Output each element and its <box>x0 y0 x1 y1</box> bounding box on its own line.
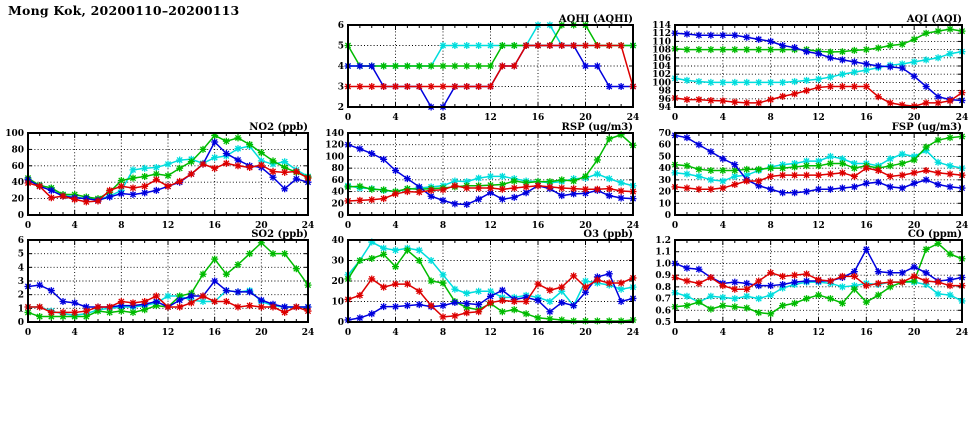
svg-text:24: 24 <box>626 221 640 231</box>
svg-text:20: 20 <box>331 277 344 287</box>
svg-text:1: 1 <box>17 304 24 315</box>
svg-text:30: 30 <box>331 256 344 267</box>
svg-text:70: 70 <box>658 129 671 139</box>
svg-text:24: 24 <box>301 328 315 338</box>
svg-text:112: 112 <box>652 29 671 40</box>
svg-text:20: 20 <box>907 328 921 338</box>
chart-title-o3: O3 (ppb) <box>583 229 633 240</box>
svg-text:4: 4 <box>392 113 399 123</box>
svg-text:0: 0 <box>17 318 24 328</box>
svg-text:8: 8 <box>439 328 447 338</box>
svg-text:6: 6 <box>17 236 24 246</box>
svg-text:30: 30 <box>658 175 671 186</box>
x-axis-labels <box>345 328 639 338</box>
axis-ticks <box>348 240 633 322</box>
svg-text:8: 8 <box>767 113 774 123</box>
y-axis-labels <box>18 236 24 328</box>
svg-text:1.2: 1.2 <box>655 236 671 246</box>
svg-text:16: 16 <box>208 221 221 231</box>
svg-text:3: 3 <box>17 277 24 287</box>
svg-text:16: 16 <box>531 328 545 338</box>
svg-text:120: 120 <box>325 140 344 151</box>
svg-text:102: 102 <box>652 70 671 81</box>
svg-text:108: 108 <box>652 45 671 56</box>
chart-title-fsp: FSP (ug/m3) <box>891 122 962 133</box>
svg-text:140: 140 <box>325 129 344 139</box>
svg-text:24: 24 <box>301 221 315 231</box>
svg-text:1.0: 1.0 <box>655 259 671 270</box>
svg-text:0: 0 <box>344 328 352 338</box>
svg-text:94: 94 <box>658 103 671 113</box>
svg-text:96: 96 <box>658 94 671 105</box>
svg-text:0: 0 <box>24 328 32 338</box>
svg-text:12: 12 <box>484 221 497 231</box>
svg-text:3: 3 <box>337 82 344 93</box>
svg-text:4: 4 <box>392 328 399 338</box>
svg-text:100: 100 <box>652 78 671 89</box>
svg-text:0.8: 0.8 <box>655 282 671 293</box>
y-axis-labels <box>658 129 671 221</box>
grid <box>348 240 633 322</box>
svg-text:24: 24 <box>955 328 969 338</box>
chart-title-aqhi: AQHI (AQHI) <box>558 14 633 25</box>
svg-text:8: 8 <box>767 221 774 231</box>
series-blue <box>345 270 637 323</box>
svg-text:100: 100 <box>5 129 24 139</box>
svg-text:4: 4 <box>337 62 344 72</box>
series-blue-markers <box>345 270 637 323</box>
chart-fsp <box>649 119 974 234</box>
svg-text:104: 104 <box>652 62 671 72</box>
svg-text:0: 0 <box>17 211 24 221</box>
svg-text:0: 0 <box>664 211 671 221</box>
chart-aqi <box>649 11 974 126</box>
svg-text:100: 100 <box>325 152 344 163</box>
svg-text:20: 20 <box>255 221 268 231</box>
svg-text:20: 20 <box>907 113 921 123</box>
y-axis-labels <box>325 129 344 221</box>
svg-text:50: 50 <box>658 152 671 163</box>
chart-co <box>649 226 974 341</box>
svg-text:40: 40 <box>11 178 24 189</box>
y-axis-labels <box>655 236 671 328</box>
chart-so2 <box>2 226 320 341</box>
x-axis-labels <box>672 328 968 338</box>
y-axis-labels <box>338 21 344 113</box>
chart-no2 <box>2 119 320 234</box>
svg-text:60: 60 <box>658 140 671 151</box>
svg-text:12: 12 <box>812 221 825 231</box>
y-axis-labels <box>331 236 344 328</box>
svg-text:24: 24 <box>626 328 640 338</box>
svg-text:12: 12 <box>484 113 497 123</box>
svg-text:4: 4 <box>392 221 399 231</box>
chart-title-aqi: AQI (AQI) <box>906 14 962 25</box>
svg-text:0.6: 0.6 <box>655 306 671 317</box>
chart-title-no2: NO2 (ppb) <box>249 122 308 133</box>
svg-text:8: 8 <box>439 221 447 231</box>
svg-text:0: 0 <box>337 211 344 221</box>
svg-text:80: 80 <box>11 145 24 156</box>
y-axis-labels <box>5 129 24 221</box>
svg-text:80: 80 <box>331 164 344 175</box>
svg-text:4: 4 <box>719 113 726 123</box>
svg-text:4: 4 <box>719 328 726 338</box>
svg-text:10: 10 <box>331 297 344 308</box>
svg-text:0: 0 <box>337 318 344 328</box>
svg-text:20: 20 <box>907 221 921 231</box>
y-axis-labels <box>652 21 671 113</box>
svg-text:16: 16 <box>208 328 221 338</box>
chart-title-so2: SO2 (ppb) <box>251 229 308 240</box>
svg-text:4: 4 <box>17 263 24 274</box>
svg-text:4: 4 <box>71 328 78 338</box>
svg-text:4: 4 <box>719 221 726 231</box>
svg-text:4: 4 <box>71 221 78 231</box>
svg-text:0: 0 <box>671 221 679 231</box>
svg-text:40: 40 <box>658 164 671 175</box>
svg-text:2: 2 <box>337 103 344 113</box>
svg-text:114: 114 <box>652 21 671 31</box>
svg-text:20: 20 <box>11 194 24 205</box>
svg-text:40: 40 <box>331 236 344 246</box>
svg-text:106: 106 <box>652 53 671 64</box>
svg-text:16: 16 <box>860 221 873 231</box>
svg-text:16: 16 <box>531 113 545 123</box>
svg-text:6: 6 <box>337 21 344 31</box>
svg-text:12: 12 <box>812 113 825 123</box>
svg-text:1.1: 1.1 <box>655 247 671 258</box>
svg-text:20: 20 <box>658 187 671 198</box>
svg-text:12: 12 <box>812 328 825 338</box>
svg-text:2: 2 <box>17 290 24 301</box>
svg-text:24: 24 <box>955 113 969 123</box>
svg-text:24: 24 <box>955 221 969 231</box>
svg-text:16: 16 <box>860 113 873 123</box>
svg-text:0: 0 <box>344 113 352 123</box>
svg-text:20: 20 <box>579 221 592 231</box>
svg-text:20: 20 <box>255 328 268 338</box>
svg-text:24: 24 <box>626 113 640 123</box>
svg-text:0: 0 <box>671 113 679 123</box>
svg-text:98: 98 <box>658 86 671 97</box>
svg-text:60: 60 <box>331 175 344 186</box>
chart-rsp <box>322 119 645 234</box>
x-axis-labels <box>25 328 314 338</box>
svg-text:0.5: 0.5 <box>655 318 671 328</box>
svg-text:0: 0 <box>24 221 32 231</box>
svg-text:12: 12 <box>484 328 497 338</box>
svg-text:12: 12 <box>161 328 175 338</box>
svg-text:0.9: 0.9 <box>655 271 671 282</box>
svg-text:8: 8 <box>439 113 447 123</box>
svg-text:5: 5 <box>337 41 344 52</box>
svg-text:8: 8 <box>767 328 774 338</box>
svg-text:110: 110 <box>652 37 671 48</box>
svg-text:60: 60 <box>11 161 24 172</box>
plot-frame <box>348 240 633 322</box>
svg-text:5: 5 <box>17 249 24 260</box>
svg-text:0: 0 <box>344 221 352 231</box>
svg-text:12: 12 <box>161 221 175 231</box>
chart-aqhi <box>322 11 645 126</box>
svg-text:10: 10 <box>658 199 671 210</box>
svg-text:16: 16 <box>860 328 873 338</box>
chart-o3 <box>322 226 645 341</box>
svg-text:8: 8 <box>118 221 125 231</box>
svg-text:20: 20 <box>579 328 592 338</box>
chart-title-co: CO (ppm) <box>907 229 962 240</box>
page-title: Mong Kok, 20200110–20200113 <box>8 3 240 18</box>
svg-text:40: 40 <box>331 187 344 198</box>
svg-text:8: 8 <box>118 328 125 338</box>
chart-title-rsp: RSP (ug/m3) <box>561 122 633 133</box>
svg-text:0: 0 <box>671 328 679 338</box>
svg-text:20: 20 <box>579 113 592 123</box>
svg-text:20: 20 <box>331 199 344 210</box>
svg-text:0.7: 0.7 <box>655 294 671 305</box>
svg-text:16: 16 <box>531 221 545 231</box>
